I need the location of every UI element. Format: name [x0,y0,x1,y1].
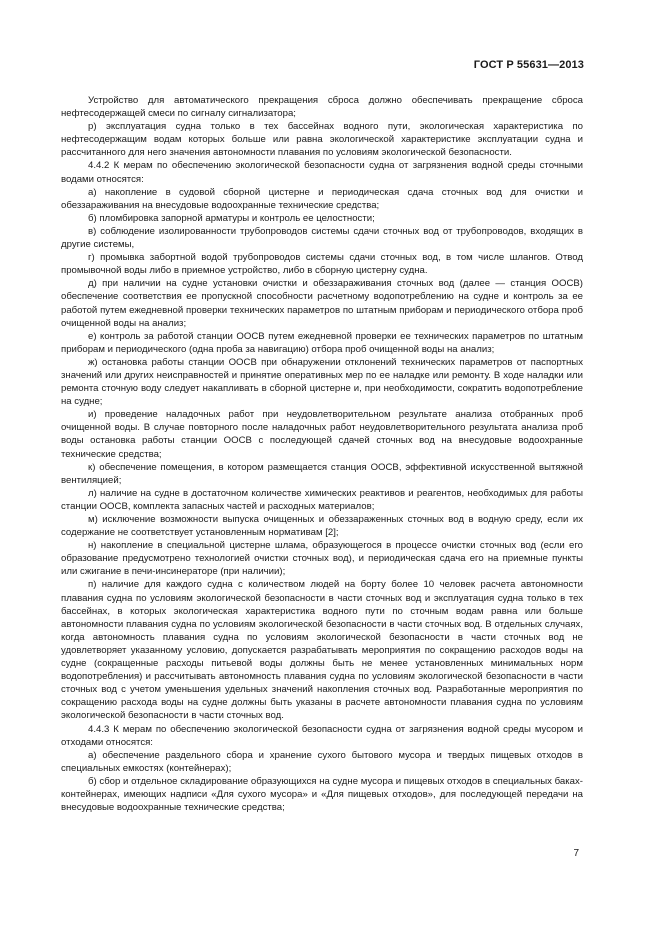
section-heading-paragraph: 4.4.2 К мерам по обеспечению экологической безопасности судна от загрязнения водной среды сточными водами относятся: [61,160,583,185]
list-item: в) соблюдение изолированности трубопроводов системы сдачи сточных вод от трубопроводов, входящих в другие системы, [61,225,583,251]
list-item: л) наличие на судне в достаточном количестве химических реактивов и реагентов, необходимых для работы станции ООСВ, комплекта запасных частей и расходных материалов; [61,487,583,512]
list-item: к) обеспечение помещения, в котором размещается станция ООСВ, эффективной искусственной вытяжной вентиляцией; [61,461,583,486]
list-item: н) накопление в специальной цистерне шлама, образующегося в процессе очистки сточных вод (если его образование предусмотрено технологией очистки сточных вод), и периодическая сдача его на приемные пункты или сжигание в печи-инсинераторе (при наличии); [61,540,583,578]
page-number: 7 [573,848,579,859]
list-item: а) накопление в судовой сборной цистерне и периодическая сдача сточных вод для очистки и обеззараживания на внесудовые водоохранные технические средства; [61,186,583,211]
section-heading-paragraph: 4.4.3 К мерам по обеспечению экологической безопасности судна от загрязнения водной среды мусором и отходами относятся: [61,723,583,748]
list-item: и) проведение наладочных работ при неудовлетворительном результате анализа отобранных проб очищенной воды. В случае повторного после наладочных работ неудовлетворительного результата анализа проб воды остановка работы станции ООСВ с последующей сдачей сточных вод на внесудовые водоохранные технические средства; [61,409,583,460]
paragraph: р) эксплуатация судна только в тех бассейнах водного пути, экологическая характеристика по нефтесодержащим водам которых больше или равна экологической характеристике эксплуатации судна и рассчитанного для него значения автономности плавания по условиям экологической безопасности. [61,121,583,159]
list-item: д) при наличии на судне установки очистки и обеззараживания сточных вод (далее — станция ООСВ) обеспечение соответствия ее пропускной способности расчетному водопотреблению на судне и контроль за ее работой путем ежедневной проверки технических параметров по штатным приборам и периодического отбора проб очищенной воды на анализ; [61,278,583,329]
document-body [61,94,583,814]
list-item: г) промывка забортной водой трубопроводов системы сдачи сточных вод, в том числе шлангов. Отвод промывочной воды либо в приемное устройство, либо в сборную цистерну судна. [61,252,583,277]
list-item: п) наличие для каждого судна с количеством людей на борту более 10 человек расчета автономности плавания судна по условиям экологической безопасности в части сточных вод и эксплуатация судна только в тех бассейнах, в которых экологическая характеристика водного пути по сточным водам равна или больше автономности плавания судна по условиям экологической безопасности в части сточных вод. В отдельных случаях, когда автономность плавания судна по условиям экологической безопасности в части сточных вод не удовлетворяет указанному условию, допускается разрабатывать мероприятия по сокращению расходов воды на судне (сокращенные расходы питьевой воды должны быть не менее установленных минимальных норм водопотребления) и рассчитывать автономность плавания судна по условиям экологической безопасности в части сточных вод с учетом уменьшения удельных значений накопления сточных вод. Разработанные мероприятия по сокращению расхода воды на судне должны быть указаны в расчете автономности плавания судна по условиям экологической безопасности в части сточных вод. [61,579,583,722]
list-item: а) обеспечение раздельного сбора и хранение сухого бытового мусора и твердых пищевых отходов в специальных емкостях (контейнерах); [61,749,583,774]
list-item: е) контроль за работой станции ООСВ путем ежедневной проверки ее технических параметров по штатным приборам и периодического (одна проба за навигацию) отбора проб очищенной воды на анализ; [61,330,583,355]
paragraph: Устройство для автоматического прекращения сброса должно обеспечивать прекращение сброса нефтесодержащей смеси по сигналу сигнализатора; [61,95,583,120]
list-item: б) пломбировка запорной арматуры и контроль ее целостности; [88,212,375,224]
document-header: ГОСТ Р 55631—2013 [473,59,584,71]
list-item: б) сбор и отдельное складирование образующихся на судне мусора и пищевых отходов в специальных баках-контейнерах, имеющих надписи «Для сухого мусора» и «Для пищевых отходов», для последующей передачи на внесудовые водоохранные технические средства; [61,775,583,814]
list-item: м) исключение возможности выпуска очищенных и обеззараженных сточных вод в водную среду, если их содержание не соответствует установленным нормативам [2]; [61,514,583,539]
list-item: ж) остановка работы станции ООСВ при обнаружении отклонений технических параметров от паспортных значений или других неисправностей и принятие оперативных мер по ее наладке или ремонту. В ходе наладки или ремонта сточную воду следует накапливать в сборной цистерне и, при необходимости, сократить водопотребление на судне; [61,356,583,408]
